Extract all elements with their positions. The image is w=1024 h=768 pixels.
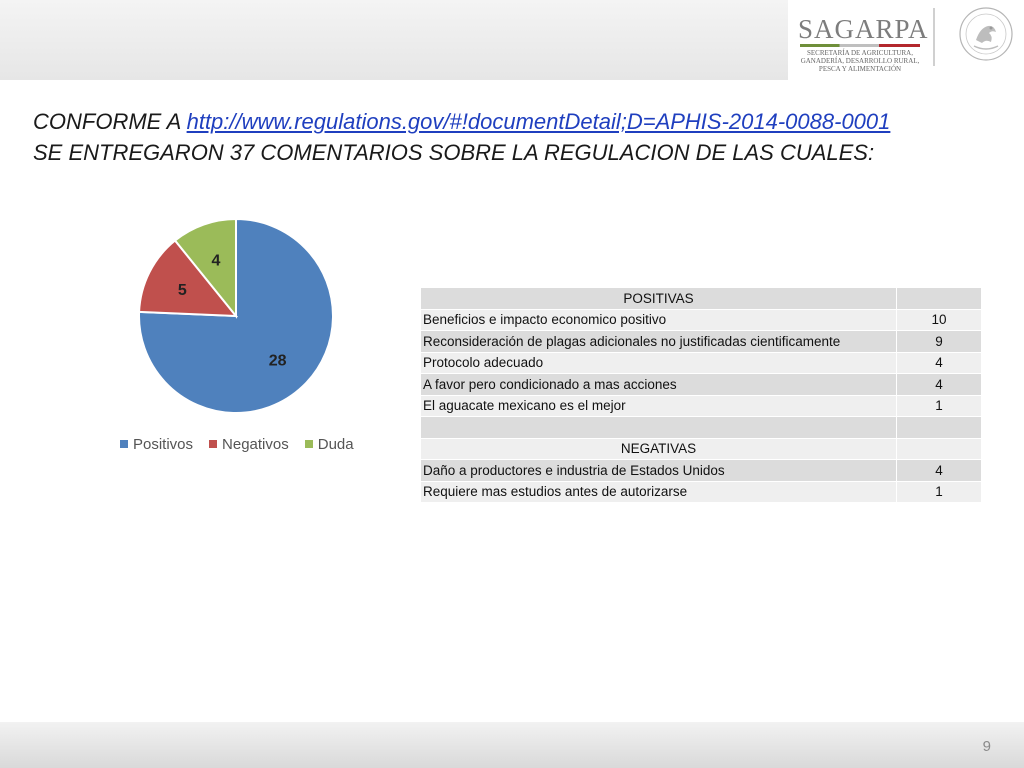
comments-table — [420, 287, 982, 503]
row-label: Beneficios e impacto economico positivo — [421, 309, 897, 331]
pie-data-label: 4 — [211, 252, 221, 270]
row-count: 4 — [897, 352, 982, 374]
legend-label: Negativos — [222, 435, 289, 453]
footer-band — [0, 722, 1024, 768]
logo-color-rule — [800, 44, 920, 47]
table-row — [421, 309, 982, 331]
pie-data-label: 28 — [268, 352, 287, 370]
row-label: Requiere mas estudios antes de autorizarse — [421, 481, 897, 503]
legend-swatch — [209, 440, 217, 448]
row-count: 1 — [897, 395, 982, 417]
header-band — [0, 0, 788, 80]
legend-label: Positivos — [133, 435, 194, 453]
table-section-row — [421, 438, 982, 460]
legend-swatch — [120, 440, 128, 448]
page-number: 9 — [982, 738, 991, 755]
pie-data-label: 5 — [177, 281, 187, 299]
row-count — [897, 438, 982, 460]
table-row — [421, 395, 982, 417]
slide-title — [33, 106, 1013, 168]
title-line-2: SE ENTREGARON 37 COMENTARIOS SOBRE LA REGULACION DE LAS CUALES: — [33, 140, 875, 165]
logo-subtitle: SECRETARÍA DE AGRICULTURA, GANADERÍA, DESARROLLO RURAL, PESCA Y ALIMENTACIÓN — [800, 49, 920, 73]
table-section-row — [421, 288, 982, 310]
row-label: Daño a productores e industria de Estados Unidos — [421, 460, 897, 482]
row-label: POSITIVAS — [421, 288, 897, 310]
row-label: A favor pero condicionado a mas acciones — [421, 374, 897, 396]
row-count: 9 — [897, 331, 982, 353]
table-row — [421, 417, 982, 439]
row-count: 4 — [897, 374, 982, 396]
national-seal-icon — [958, 6, 1014, 62]
logo-divider — [933, 8, 935, 66]
row-label: NEGATIVAS — [421, 438, 897, 460]
row-count: 10 — [897, 309, 982, 331]
legend-item — [120, 434, 193, 454]
row-count — [897, 417, 982, 439]
legend-item — [305, 434, 354, 454]
row-count — [897, 288, 982, 310]
table-row — [421, 331, 982, 353]
row-count: 4 — [897, 460, 982, 482]
row-count: 1 — [897, 481, 982, 503]
title-line-1 — [33, 106, 1013, 137]
table-row — [421, 374, 982, 396]
logo-wordmark: SAGARPA — [798, 14, 929, 44]
chart-legend — [120, 434, 354, 454]
row-label: Reconsideración de plagas adicionales no justificadas cientificamente — [421, 331, 897, 353]
table-row — [421, 352, 982, 374]
row-label: Protocolo adecuado — [421, 352, 897, 374]
title-prefix: CONFORME A — [33, 109, 187, 134]
sagarpa-logo — [788, 0, 1024, 80]
legend-item — [209, 434, 289, 454]
legend-swatch — [305, 440, 313, 448]
row-label — [421, 417, 897, 439]
table-row — [421, 460, 982, 482]
table-row — [421, 481, 982, 503]
row-label: El aguacate mexicano es el mejor — [421, 395, 897, 417]
legend-label: Duda — [317, 435, 354, 453]
regulations-link[interactable]: http://www.regulations.gov/#!documentDetail;D=APHIS-2014-0088-0001 — [186, 109, 891, 134]
